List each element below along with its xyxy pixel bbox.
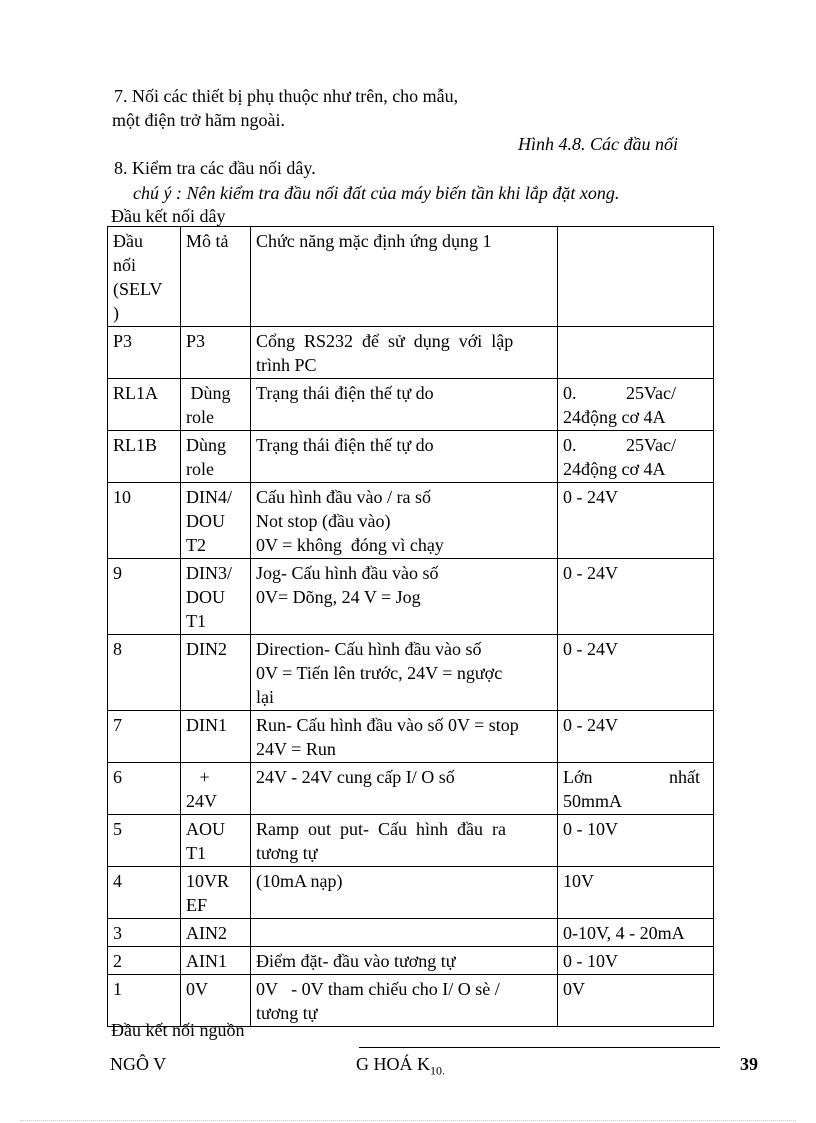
range-line: 0 - 10V bbox=[563, 819, 618, 839]
cell-terminal bbox=[108, 227, 181, 327]
desc-line: DOU bbox=[186, 587, 225, 607]
cell-terminal bbox=[108, 379, 181, 431]
function-line: 0V= Dõng, 24 V = Jog bbox=[256, 587, 421, 607]
range-line: 50mmA bbox=[563, 791, 623, 811]
cell-terminal bbox=[108, 867, 181, 919]
range-line: 24động cơ 4A bbox=[563, 459, 666, 479]
function-line: Chức năng mặc định ứng dụng 1 bbox=[256, 231, 492, 251]
cell-terminal bbox=[108, 483, 181, 559]
terminal-line: 4 bbox=[113, 871, 122, 891]
terminal-line: 6 bbox=[113, 767, 122, 787]
terminal-line: (SELV bbox=[113, 279, 163, 299]
function-line: Not stop (đầu vào) bbox=[256, 511, 391, 531]
cell-desc bbox=[181, 867, 251, 919]
terminal-line: RL1B bbox=[113, 435, 158, 455]
table-row bbox=[108, 919, 714, 947]
step7-line1: 7. Nối các thiết bị phụ thuộc như trên, cho mẫu, bbox=[114, 86, 459, 106]
cell-range bbox=[558, 635, 714, 711]
terminal-line: 2 bbox=[113, 951, 122, 971]
cell-range bbox=[558, 559, 714, 635]
desc-line: DIN3/ bbox=[186, 563, 232, 583]
cell-range bbox=[558, 947, 714, 975]
function-line: 24V = Run bbox=[256, 739, 336, 759]
cell-function bbox=[251, 919, 558, 947]
cell-terminal bbox=[108, 815, 181, 867]
desc-line: role bbox=[186, 407, 214, 427]
cell-desc bbox=[181, 635, 251, 711]
range-line: Lớn nhất bbox=[563, 767, 701, 787]
range-line bbox=[563, 229, 708, 253]
table-row bbox=[108, 947, 714, 975]
desc-line: T1 bbox=[186, 611, 206, 631]
cell-terminal bbox=[108, 635, 181, 711]
cell-terminal bbox=[108, 431, 181, 483]
table-row bbox=[108, 379, 714, 431]
function-line: 24V - 24V cung cấp I/ O số bbox=[256, 767, 455, 787]
range-line bbox=[563, 329, 708, 353]
cell-function bbox=[251, 763, 558, 815]
table-row bbox=[108, 815, 714, 867]
desc-line: Dùng bbox=[186, 435, 226, 455]
range-line: 0 - 24V bbox=[563, 563, 618, 583]
desc-line: 0V bbox=[186, 979, 208, 999]
desc-line: DOU bbox=[186, 511, 225, 531]
cell-function bbox=[251, 227, 558, 327]
cell-range bbox=[558, 327, 714, 379]
table-row bbox=[108, 763, 714, 815]
function-line: Trạng thái điện thế tự do bbox=[256, 435, 434, 455]
desc-line: AIN1 bbox=[186, 951, 227, 971]
cell-range bbox=[558, 483, 714, 559]
desc-line: 24V bbox=[186, 791, 217, 811]
cell-desc bbox=[181, 327, 251, 379]
terminal-line: 1 bbox=[113, 979, 122, 999]
cell-range bbox=[558, 867, 714, 919]
cell-range bbox=[558, 815, 714, 867]
terminal-line: ) bbox=[113, 303, 119, 323]
desc-line: + bbox=[186, 767, 210, 787]
terminal-line: RL1A bbox=[113, 383, 158, 403]
desc-line: DIN1 bbox=[186, 715, 227, 735]
step7-line2: một điện trở hãm ngoài. bbox=[112, 110, 285, 130]
range-line: 0 - 10V bbox=[563, 951, 618, 971]
cell-terminal bbox=[108, 711, 181, 763]
cell-desc bbox=[181, 947, 251, 975]
cell-range bbox=[558, 227, 714, 327]
function-line: 0V = Tiến lên trước, 24V = ngược bbox=[256, 663, 503, 683]
table-row bbox=[108, 431, 714, 483]
desc-line: P3 bbox=[186, 331, 206, 351]
function-line: (10mA nạp) bbox=[256, 871, 343, 891]
desc-line: DIN2 bbox=[186, 639, 227, 659]
cell-range bbox=[558, 431, 714, 483]
cell-desc bbox=[181, 431, 251, 483]
desc-line: T1 bbox=[186, 843, 206, 863]
function-line: Điểm đặt- đầu vào tương tự bbox=[256, 951, 456, 971]
range-line: 24động cơ 4A bbox=[563, 407, 666, 427]
cell-function bbox=[251, 711, 558, 763]
table-row bbox=[108, 227, 714, 327]
footer-rule bbox=[359, 1047, 720, 1048]
cell-desc bbox=[181, 919, 251, 947]
cell-desc bbox=[181, 379, 251, 431]
terminal-line: 7 bbox=[113, 715, 122, 735]
function-line: lại bbox=[256, 687, 274, 707]
function-line: 0V - 0V tham chiếu cho I/ O sè / bbox=[256, 979, 500, 999]
footer-middle-text: G HOÁ K bbox=[356, 1054, 430, 1074]
terminal-line: 9 bbox=[113, 563, 122, 583]
desc-line: T2 bbox=[186, 535, 206, 555]
terminal-line: 10 bbox=[113, 487, 131, 507]
desc-line: Dùng bbox=[186, 383, 231, 403]
range-line: 0. 25Vac/ bbox=[563, 383, 676, 403]
range-line: 0 - 24V bbox=[563, 715, 618, 735]
power-terminal-heading: Đầu kết nối nguồn bbox=[111, 1020, 245, 1040]
function-line: Cổng RS232 để sử dụng với lập bbox=[256, 331, 514, 351]
function-line: Ramp out put- Cấu hình đầu ra bbox=[256, 819, 506, 839]
range-line: 0. 25Vac/ bbox=[563, 435, 676, 455]
cell-function bbox=[251, 559, 558, 635]
function-line: Jog- Cấu hình đầu vào số bbox=[256, 563, 439, 583]
cell-function bbox=[251, 975, 558, 1027]
cell-desc bbox=[181, 559, 251, 635]
terminal-line: 5 bbox=[113, 819, 122, 839]
cell-terminal bbox=[108, 919, 181, 947]
terminal-line: nối bbox=[113, 255, 137, 275]
table-heading: Đầu kết nối dây bbox=[111, 206, 226, 226]
range-line: 0 - 24V bbox=[563, 487, 618, 507]
range-line: 0V bbox=[563, 979, 585, 999]
desc-line: Mô tả bbox=[186, 231, 229, 251]
function-line: Trạng thái điện thế tự do bbox=[256, 383, 434, 403]
terminal-line: Đầu bbox=[113, 231, 143, 251]
cell-function bbox=[251, 947, 558, 975]
cell-range bbox=[558, 711, 714, 763]
cell-terminal bbox=[108, 947, 181, 975]
terminal-line: P3 bbox=[113, 331, 133, 351]
footer-middle bbox=[356, 1052, 445, 1083]
cell-desc bbox=[181, 227, 251, 327]
terminal-line: 8 bbox=[113, 639, 122, 659]
desc-line: DIN4/ bbox=[186, 487, 232, 507]
wiring-table bbox=[107, 226, 714, 1027]
table-row bbox=[108, 483, 714, 559]
function-line: tương tự bbox=[256, 1003, 318, 1023]
cell-desc bbox=[181, 763, 251, 815]
desc-line: role bbox=[186, 459, 214, 479]
function-line bbox=[256, 921, 552, 945]
footer-left: NGÔ V bbox=[110, 1054, 167, 1074]
cell-function bbox=[251, 815, 558, 867]
table-row bbox=[108, 327, 714, 379]
table-row bbox=[108, 867, 714, 919]
desc-line: EF bbox=[186, 895, 208, 915]
cell-desc bbox=[181, 711, 251, 763]
cell-function bbox=[251, 431, 558, 483]
cell-terminal bbox=[108, 327, 181, 379]
footer-middle-sub: 10. bbox=[430, 1063, 445, 1078]
step8-text: 8. Kiểm tra các đầu nối dây. bbox=[114, 158, 316, 178]
function-line: 0V = không đóng vì chạy bbox=[256, 535, 444, 555]
cell-terminal bbox=[108, 763, 181, 815]
desc-line: 10VR bbox=[186, 871, 230, 891]
table-row bbox=[108, 635, 714, 711]
page-edge bbox=[20, 1120, 796, 1121]
cell-range bbox=[558, 975, 714, 1027]
figure-caption: Hình 4.8. Các đầu nối bbox=[518, 134, 678, 154]
page-number: 39 bbox=[740, 1054, 758, 1074]
desc-line: AOU bbox=[186, 819, 225, 839]
cell-function bbox=[251, 483, 558, 559]
cell-terminal bbox=[108, 559, 181, 635]
cell-range bbox=[558, 379, 714, 431]
cell-function bbox=[251, 327, 558, 379]
cell-function bbox=[251, 635, 558, 711]
cell-function bbox=[251, 379, 558, 431]
cell-range bbox=[558, 763, 714, 815]
function-line: Cấu hình đầu vào / ra số bbox=[256, 487, 431, 507]
cell-range bbox=[558, 919, 714, 947]
function-line: tương tự bbox=[256, 843, 318, 863]
cell-desc bbox=[181, 815, 251, 867]
terminal-line: 3 bbox=[113, 923, 122, 943]
range-line: 0 - 24V bbox=[563, 639, 618, 659]
desc-line: AIN2 bbox=[186, 923, 227, 943]
cell-desc bbox=[181, 483, 251, 559]
function-line: Run- Cấu hình đầu vào số 0V = stop bbox=[256, 715, 519, 735]
table-row bbox=[108, 711, 714, 763]
range-line: 10V bbox=[563, 871, 594, 891]
range-line: 0-10V, 4 - 20mA bbox=[563, 923, 685, 943]
table-row bbox=[108, 559, 714, 635]
cell-function bbox=[251, 867, 558, 919]
note-text: chú ý : Nên kiểm tra đầu nối đất của máy biến tần khi lắp đặt xong. bbox=[133, 183, 620, 203]
function-line: trình PC bbox=[256, 355, 317, 375]
function-line: Direction- Cấu hình đầu vào số bbox=[256, 639, 482, 659]
